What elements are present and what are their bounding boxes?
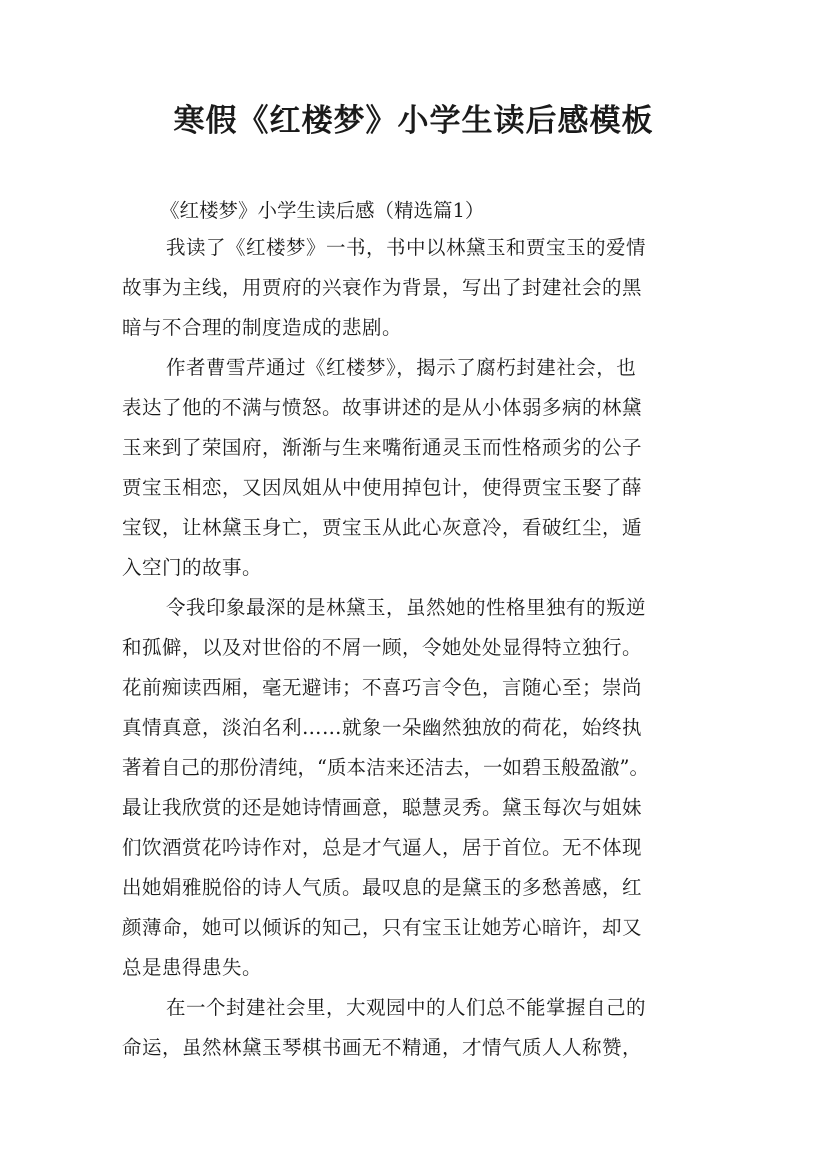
text-line: 出她娟雅脱俗的诗人气质。最叹息的是黛玉的多愁善感，红 <box>122 876 643 899</box>
text-line: 暗与不合理的制度造成的悲剧。 <box>122 316 403 339</box>
text-line: 我读了《红楼梦》一书，书中以林黛玉和贾宝玉的爱情 <box>166 236 647 259</box>
text-line: 故事为主线，用贾府的兴衰作为背景，写出了封建社会的黑 <box>122 276 643 299</box>
text-line: 著着自己的那份清纯，“质本洁来还洁去，一如碧玉般盈澈”。 <box>122 756 649 779</box>
text-line: 命运，虽然林黛玉琴棋书画无不精通，才情气质人人称赞， <box>122 1036 643 1059</box>
text-line: 作者曹雪芹通过《红楼梦》，揭示了腐朽封建社会，也 <box>166 356 637 379</box>
text-line: 最让我欣赏的还是她诗情画意，聪慧灵秀。黛玉每次与姐妹 <box>122 796 643 819</box>
text-line: 宝钗，让林黛玉身亡，贾宝玉从此心灰意冷，看破红尘，遁 <box>122 516 643 539</box>
text-line: 玉来到了荣国府，渐渐与生来嘴衔通灵玉而性格顽劣的公子 <box>122 436 643 459</box>
text-line: 在一个封建社会里，大观园中的人们总不能掌握自己的 <box>166 996 647 1019</box>
text-line: 入空门的故事。 <box>122 556 263 579</box>
text-line: 总是患得患失。 <box>122 956 263 979</box>
text-line: 和孤僻，以及对世俗的不屑一顾，令她处处显得特立独行。 <box>122 636 643 659</box>
text-line: 颜薄命，她可以倾诉的知己，只有宝玉让她芳心暗许，却又 <box>122 916 643 939</box>
text-line: 表达了他的不满与愤怒。故事讲述的是从小体弱多病的林黛 <box>122 396 643 419</box>
section-heading: 《红楼梦》小学生读后感（精选篇1） <box>160 199 485 222</box>
text-line: 花前痴读西厢，毫无避讳；不喜巧言令色，言随心至；崇尚 <box>122 676 643 699</box>
text-line: 贾宝玉相恋，又因凤姐从中使用掉包计，使得贾宝玉娶了薛 <box>122 476 643 499</box>
text-line: 们饮酒赏花吟诗作对，总是才气逼人，居于首位。无不体现 <box>122 836 643 859</box>
text-line: 真情真意，淡泊名利……就象一朵幽然独放的荷花，始终执 <box>122 716 643 739</box>
document-title: 寒假《红楼梦》小学生读后感模板 <box>173 103 654 139</box>
text-line: 令我印象最深的是林黛玉，虽然她的性格里独有的叛逆 <box>166 596 647 619</box>
